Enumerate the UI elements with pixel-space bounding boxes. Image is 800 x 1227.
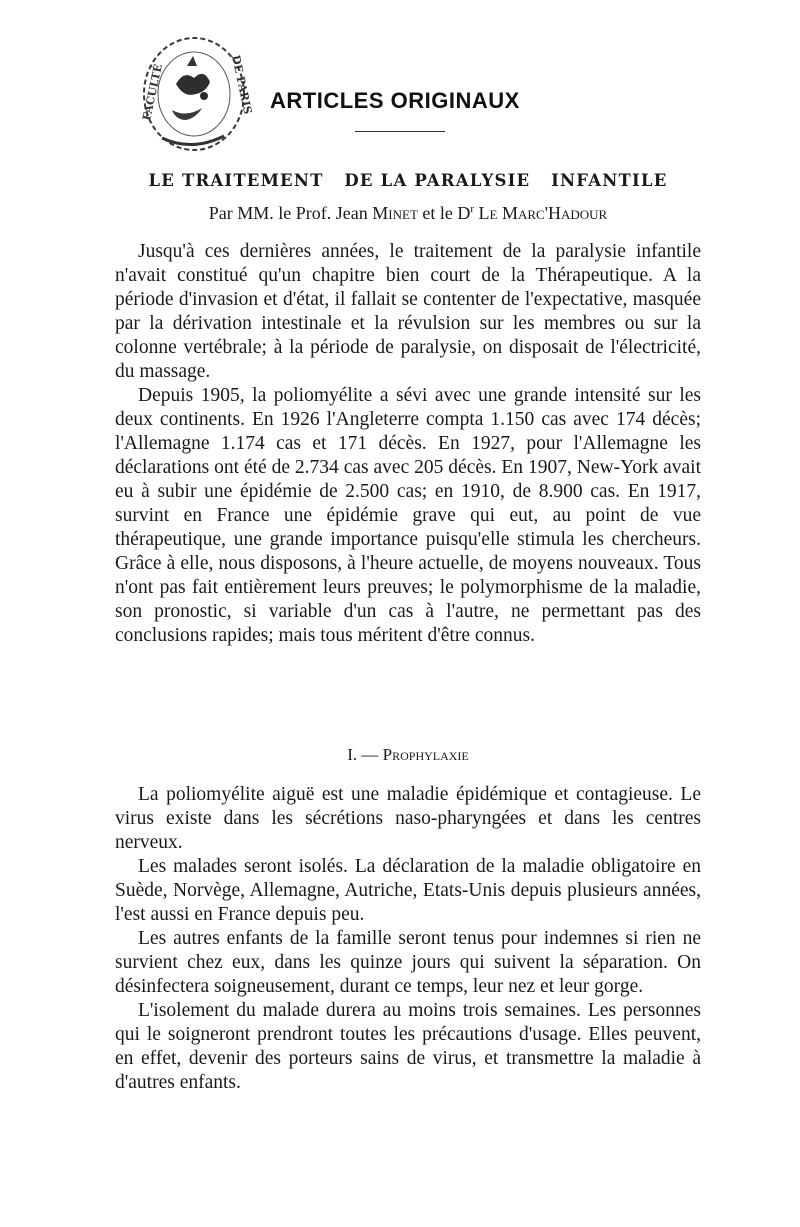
paragraph: Les autres enfants de la famille seront tenus pour indemnes si rien ne survient chez eux, dans les quinze jours qui suivent la séparation. On désinfectera soigneusement, durant ce temps, leur nez et leur gorge. <box>115 928 701 997</box>
stamp-text-right: DE PARIS <box>229 53 255 116</box>
paragraph: L'isolement du malade durera au moins trois semaines. Les personnes qui le soigneront prendront toutes les précautions d'usage. Elles peuvent, en effet, devenir des porteurs sains de virus, et transmettre la maladie à d'autres enfants. <box>115 1000 701 1093</box>
author1-surname: Minet <box>372 203 418 223</box>
section-heading <box>115 745 701 765</box>
section-header: ARTICLES ORIGINAUX <box>270 88 520 113</box>
byline-middle: et le D <box>417 203 471 223</box>
paragraph: Les malades seront isolés. La déclaration de la maladie obligatoire en Suède, Norvège, Allemagne, Autriche, Etats-Unis depuis plusieurs années, l'est aussi en France depuis peu. <box>115 856 701 925</box>
article-title: LE TRAITEMENT DE LA PARALYSIE INFANTILE <box>148 171 668 190</box>
stamp-text-left: FACULTÉ <box>140 62 165 122</box>
header-rule <box>355 131 445 132</box>
paragraph: Jusqu'à ces dernières années, le traitement de la paralysie infantile n'avait constitué qu'un chapitre bien court de la Thérapeutique. A la période d'invasion et d'état, il fallait se contenter de l'expectative, masquée par la dérivation intestinale et la révulsion sur les membres ou sur la colonne vertébrale; à la période de paralysie, on disposait de l'électricité, du massage. <box>115 241 701 382</box>
prophylaxie-text <box>115 783 701 1095</box>
paragraph: Depuis 1905, la poliomyélite a sévi avec une grande intensité sur les deux continents. En 1926 l'Angleterre compta 1.150 cas avec 174 décès; l'Allemagne 1.174 cas et 171 décès. En 1927, pour l'Allemagne les déclarations ont été de 2.734 cas avec 205 décès. En 1907, New-York avait eu à subir une épidémie de 2.500 cas; en 1910, de 8.900 cas. En 1917, survint en France une épidémie grave qui eut, au point de vue thérapeutique, une grande importance puisqu'elle stimula les chercheurs. Grâce à elle, nous disposons, à l'heure actuelle, de moyens nouveaux. Tous n'ont pas fait entièrement leurs preuves; le polymorphisme de la maladie, son pronostic, si variable d'un cas à l'autre, ne permettant pas des conclusions rapides; mais tous méritent d'être connus. <box>115 385 701 646</box>
author2-surname: Le Marc'Hadour <box>474 203 608 223</box>
paragraph: La poliomyélite aiguë est une maladie épidémique et contagieuse. Le virus existe dans les sécrétions naso-pharyngées et dans les centres nerveux. <box>115 784 701 853</box>
dr-superscript: r <box>470 203 475 215</box>
byline-prefix: Par MM. le Prof. Jean <box>208 203 373 223</box>
library-stamp <box>132 26 262 154</box>
intro-text <box>115 240 701 648</box>
section-title: Prophylaxie <box>382 745 469 764</box>
byline <box>115 203 701 224</box>
section-numeral: I. — <box>347 745 383 764</box>
